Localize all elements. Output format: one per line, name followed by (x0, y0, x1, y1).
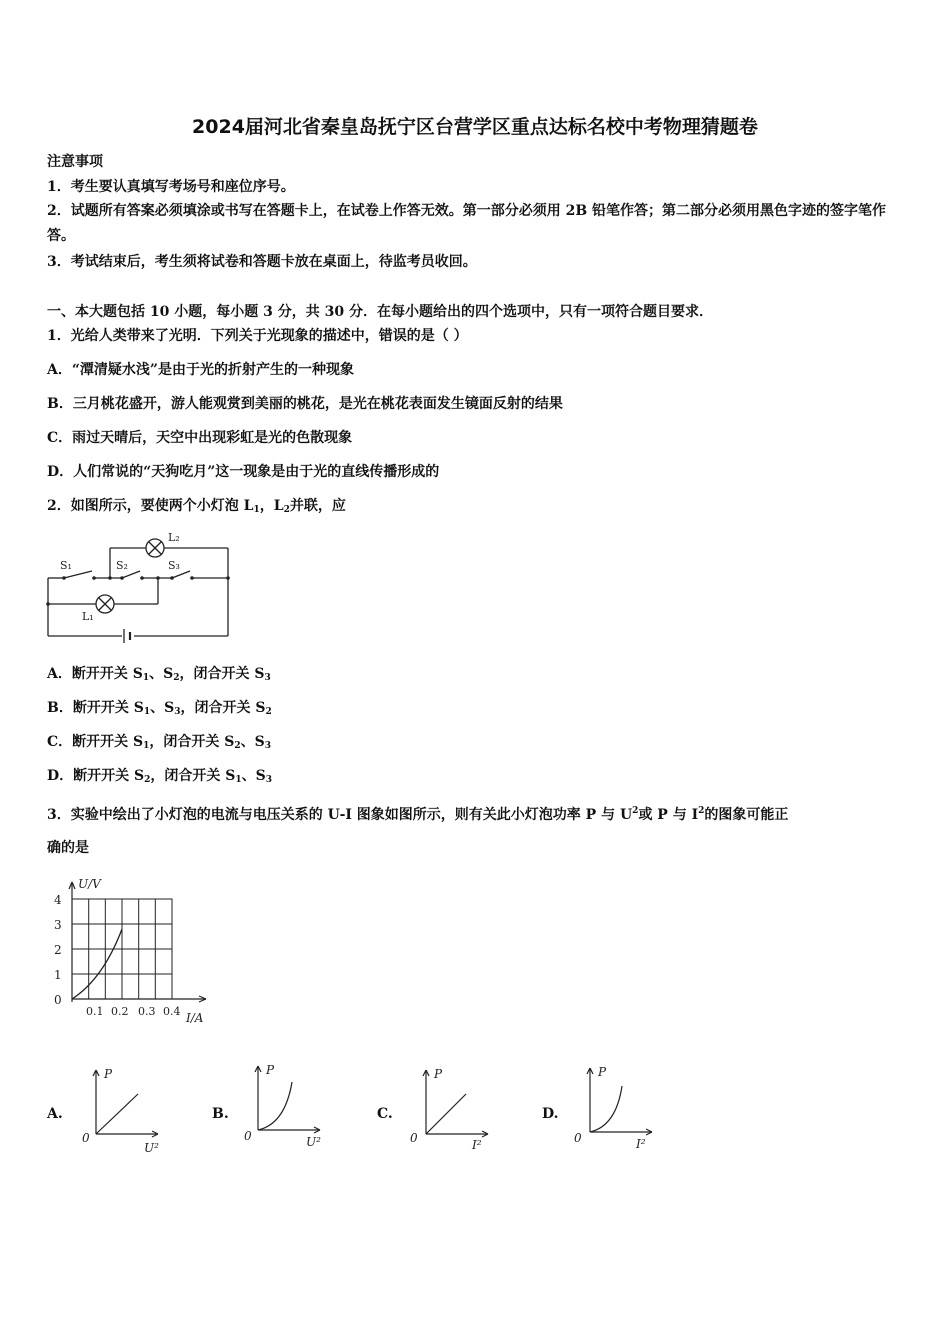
q2-option-a[interactable]: A．断开开关 $S_1$、$S_2$，闭合开关 $S_3$ (47, 666, 271, 683)
q2-option-d[interactable]: D．断开开关 $S_2$，闭合开关 $S_1$、$S_3$ (47, 768, 273, 785)
origin-label: 0 (574, 1131, 582, 1145)
q2-stem: 2．如图所示，要使两个小灯泡 $L_1$，$L_2$并联，应 (47, 498, 346, 515)
label-l2: L₂ (168, 531, 180, 544)
origin-label: 0 (82, 1131, 90, 1145)
x-label: I² (636, 1137, 646, 1151)
q3-option-d-letter[interactable]: D. (542, 1106, 559, 1122)
q3-option-c-letter[interactable]: C. (377, 1106, 393, 1122)
ytick-4: 4 (54, 893, 62, 907)
q2-option-c[interactable]: C．断开开关 $S_1$，闭合开关 $S_2$、$S_3$ (47, 734, 272, 751)
notice-item-2: 2．试题所有答案必须填涂或书写在答题卡上，在试卷上作答无效。第一部分必须用 2B 铅笔作答；第二部分必须用黑色字迹的签字笔作答。 (47, 203, 887, 244)
ytick-1: 1 (54, 968, 62, 982)
p-label: P (434, 1067, 443, 1081)
q1-option-a[interactable]: A．“潭清疑水浅”是由于光的折射产生的一种现象 (47, 362, 354, 378)
x-label: U² (144, 1141, 159, 1155)
xtick-0.3: 0.3 (138, 1005, 156, 1018)
ui-ylabel: U/V (78, 877, 101, 891)
xtick-0.4: 0.4 (163, 1005, 181, 1018)
ytick-2: 2 (54, 943, 62, 957)
ui-curve (72, 929, 122, 999)
q3-stem-cont: 确的是 (47, 840, 89, 856)
p-label: P (598, 1065, 607, 1079)
label-l1: L₁ (82, 610, 94, 623)
circuit-diagram (40, 528, 240, 643)
notice-item-1: 1．考生要认真填写考场号和座位序号。 (47, 179, 295, 195)
origin-label: 0 (244, 1129, 252, 1143)
q3-option-b-letter[interactable]: B. (212, 1106, 229, 1122)
q1-option-b[interactable]: B．三月桃花盛开，游人能观赏到美丽的桃花，是光在桃花表面发生镜面反射的结果 (47, 396, 563, 412)
section-heading: 一、本大题包括 10 小题，每小题 3 分，共 30 分．在每小题给出的四个选项中，只有一项符合题目要求． (47, 304, 713, 320)
q3-option-c-graph[interactable] (408, 1062, 503, 1154)
ytick-3: 3 (54, 918, 62, 932)
q3-option-a-letter[interactable]: A. (47, 1106, 63, 1122)
ui-xlabel: I/A (186, 1011, 204, 1025)
label-s1: S₁ (60, 559, 72, 572)
notice-item-3: 3．考试结束后，考生须将试卷和答题卡放在桌面上，待监考员收回。 (47, 254, 477, 270)
q1-stem: 1．光给人类带来了光明．下列关于光现象的描述中，错误的是（ ） (47, 328, 468, 344)
origin-label: 0 (410, 1131, 418, 1145)
q3-option-d-graph[interactable] (572, 1060, 667, 1152)
p-label: P (104, 1067, 113, 1081)
q1-option-c[interactable]: C．雨过天晴后，天空中出现彩虹是光的色散现象 (47, 430, 353, 446)
label-s2: S₂ (116, 559, 128, 572)
q3-option-b-graph[interactable] (240, 1058, 335, 1150)
label-s3: S₃ (168, 559, 180, 572)
xtick-0.1: 0.1 (86, 1005, 104, 1018)
q3-stem: 3．实验中绘出了小灯泡的电流与电压关系的 U-I 图象如图所示，则有关此小灯泡功率 P 与 $U^2$或 P 与 $I^2$的图象可能正 (47, 806, 789, 823)
ui-graph (48, 874, 223, 1026)
x-label: I² (472, 1138, 482, 1152)
x-label: U² (306, 1135, 321, 1149)
q2-option-b[interactable]: B．断开开关 $S_1$、$S_3$，闭合开关 $S_2$ (47, 700, 272, 717)
q1-option-d[interactable]: D．人们常说的“天狗吃月”这一现象是由于光的直线传播形成的 (47, 464, 440, 480)
q3-option-a-graph[interactable] (78, 1064, 173, 1156)
xtick-0.2: 0.2 (111, 1005, 129, 1018)
notice-heading: 注意事项 (47, 154, 103, 170)
page-title: 2024届河北省秦皇岛抚宁区台营学区重点达标名校中考物理猜题卷 (192, 116, 758, 138)
p-label: P (266, 1063, 275, 1077)
ytick-0: 0 (54, 993, 62, 1007)
